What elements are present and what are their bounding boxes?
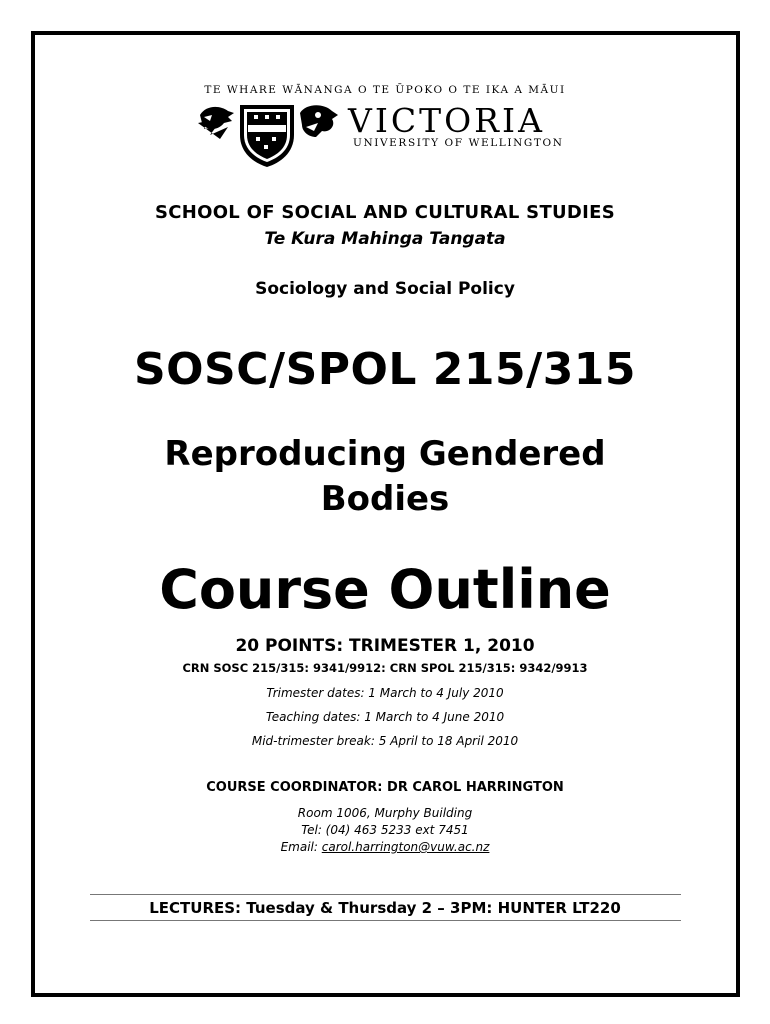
university-crest-icon [198, 101, 348, 169]
university-maori-name: TE WHARE WĀNANGA O TE ŪPOKO O TE IKA A MĀUI [204, 84, 566, 96]
university-name: VICTORIA [348, 101, 545, 140]
course-title-line-1: Reproducing Gendered [164, 434, 606, 474]
email-link[interactable]: carol.harrington@vuw.ac.nz [321, 840, 490, 854]
university-subtitle: UNIVERSITY OF WELLINGTON [353, 137, 564, 149]
programme-name: Sociology and Social Policy [255, 279, 515, 299]
course-outline-heading: Course Outline [159, 558, 611, 621]
course-title [0, 432, 770, 522]
school-name: SCHOOL OF SOCIAL AND CULTURAL STUDIES [154, 202, 616, 223]
school-maori-name: Te Kura Mahinga Tangata [264, 229, 506, 249]
coordinator-room: Room 1006, Murphy Building [297, 806, 473, 820]
university-logo [198, 101, 588, 169]
trimester-dates: Trimester dates: 1 March to 4 July 2010 [266, 686, 504, 700]
coordinator-email-line [0, 840, 770, 854]
mid-trimester-break: Mid-trimester break: 5 April to 18 April 2010 [251, 734, 519, 748]
course-points: 20 POINTS: TRIMESTER 1, 2010 [235, 636, 535, 656]
course-coordinator-heading: COURSE COORDINATOR: DR CAROL HARRINGTON [206, 780, 564, 795]
email-label: Email: [280, 840, 322, 854]
divider-bottom [90, 920, 681, 921]
coordinator-phone: Tel: (04) 463 5233 ext 7451 [301, 823, 469, 837]
lecture-times: LECTURES: Tuesday & Thursday 2 – 3PM: HUNTER LT220 [149, 899, 621, 917]
divider-top [90, 894, 681, 895]
course-code: SOSC/SPOL 215/315 [133, 344, 637, 395]
teaching-dates: Teaching dates: 1 March to 4 June 2010 [265, 710, 505, 724]
course-title-line-2: Bodies [320, 479, 450, 519]
course-crn: CRN SOSC 215/315: 9341/9912: CRN SPOL 215/315: 9342/9913 [182, 661, 588, 675]
